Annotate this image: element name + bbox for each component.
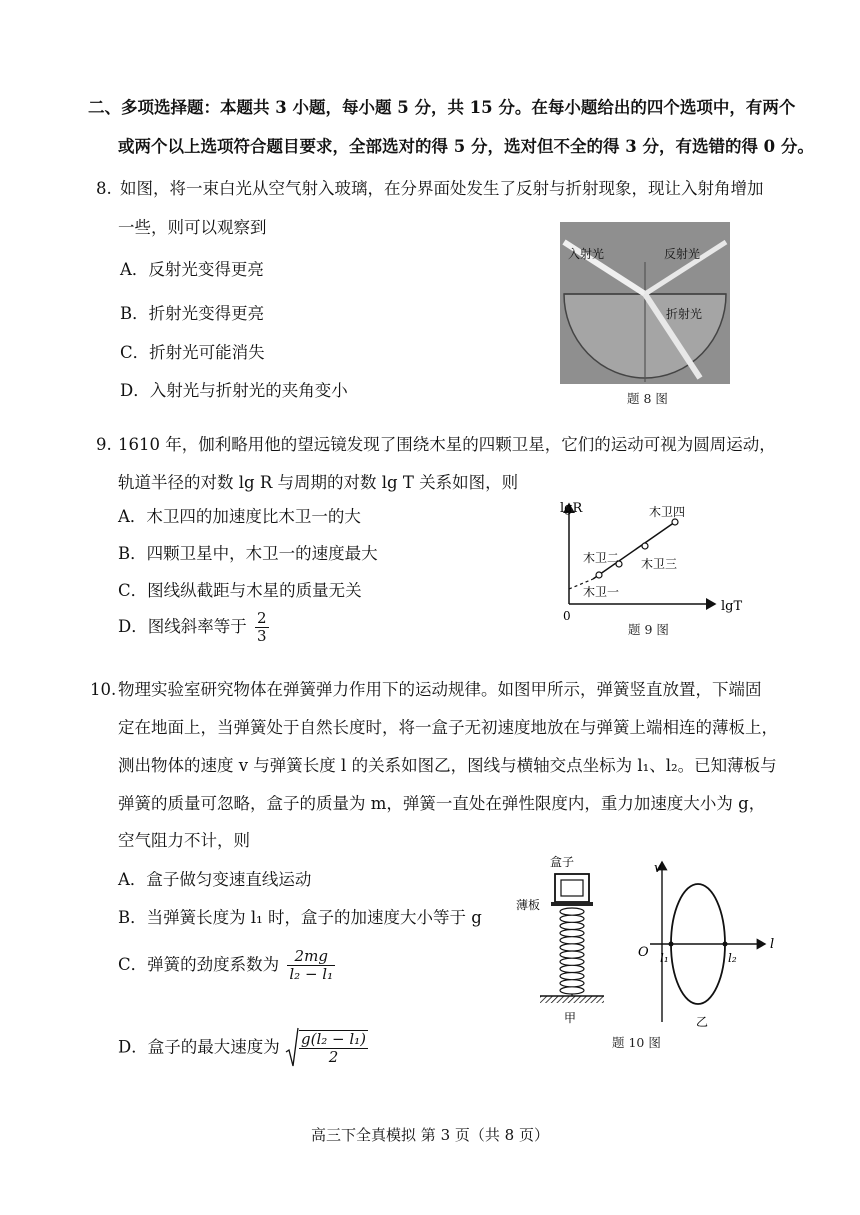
q8-figure: [560, 222, 730, 384]
q10-stem-line2: 定在地面上，当弹簧处于自然长度时，将一盒子无初速度地放在与弹簧上端相连的薄板上，: [118, 718, 778, 737]
q9-moon2-label: 木卫二: [583, 551, 620, 565]
q10-l-axis-label: l: [770, 937, 775, 952]
q10-number: 10.: [90, 680, 117, 699]
q10-stem-line4: 弹簧的质量可忽略，盒子的质量为 m，弹簧一直处在弹性限度内，重力加速度大小为 g，: [118, 794, 766, 813]
q10-yi-label: 乙: [696, 1015, 709, 1029]
page-footer: 高三下全真模拟 第 3 页（共 8 页）: [311, 1126, 549, 1144]
q10-origin-label: O: [638, 945, 649, 960]
q9-figure-caption: 题 9 图: [628, 622, 669, 637]
q10-option-c-text: C．弹簧的劲度系数为: [118, 955, 280, 974]
q9-number: 9.: [96, 435, 112, 454]
q8-stem-line1: 如图，将一束白光从空气射入玻璃，在分界面处发生了反射与折射现象，现让入射角增加: [120, 179, 764, 198]
q9-option-d-numerator: 2: [256, 609, 267, 627]
q8-figure-caption: 题 8 图: [627, 391, 668, 406]
q9-stem-line1: 1610 年，伽利略用他的望远镜发现了围绕木星的四颗卫星，它们的运动可视为圆周运动，: [118, 435, 776, 454]
q9-option-d-denominator: 3: [256, 627, 267, 645]
q10-option-c-fraction: [287, 948, 335, 983]
q9-option-d: [118, 610, 269, 645]
q10-figure-caption: 题 10 图: [612, 1035, 661, 1050]
q10-plate-label: 薄板: [516, 898, 541, 912]
q10-option-b: B．当弹簧长度为 l₁ 时，盒子的加速度大小等于 g: [118, 908, 482, 927]
q8-option-a: A．反射光变得更亮: [120, 260, 264, 279]
q8-refracted-label: 折射光: [666, 307, 703, 321]
q10-l1-label: l₁: [660, 951, 669, 965]
spring-coils: [560, 908, 584, 996]
q10-option-d-text: D．盒子的最大速度为: [118, 1037, 280, 1057]
q10-stem-line3: 测出物体的速度 v 与弹簧长度 l 的关系如图乙，图线与横轴交点坐标为 l₁、l₂。已知薄板与: [118, 756, 777, 775]
q10-stem-line5: 空气阻力不计，则: [118, 831, 250, 850]
q10-l2-label: l₂: [728, 951, 737, 965]
q10-option-c: [118, 948, 335, 983]
q9-option-a: A．木卫四的加速度比木卫一的大: [118, 507, 361, 526]
q10-sqrt-sign: [285, 1026, 299, 1070]
q10-v-axis-label: v: [654, 861, 662, 876]
q10-option-d: [118, 1026, 368, 1070]
q9-x-axis-label: lgT: [721, 599, 743, 614]
q9-moon4-label: 木卫四: [649, 505, 686, 519]
q8-number: 8.: [96, 179, 112, 198]
q9-option-d-fraction: [255, 610, 269, 645]
q10-option-a: A．盒子做匀变速直线运动: [118, 870, 312, 889]
q10-jia-label: 甲: [564, 1011, 577, 1025]
q9-stem-line2: 轨道半径的对数 lg R 与周期的对数 lg T 关系如图，则: [118, 473, 519, 492]
q10-stem-line1: 物理实验室研究物体在弹簧弹力作用下的运动规律。如图甲所示，弹簧竖直放置，下端固: [118, 680, 762, 699]
q8-option-b: B．折射光变得更亮: [120, 304, 265, 323]
q10-option-d-denominator: 2: [328, 1048, 339, 1066]
q8-option-d: D．入射光与折射光的夹角变小: [120, 381, 348, 400]
q8-option-c: C．折射光可能消失: [120, 343, 265, 362]
q9-origin-label: 0: [563, 609, 571, 623]
q9-figure: [555, 498, 755, 630]
q10-option-d-numerator: g(l₂ − l₁): [300, 1030, 367, 1048]
q9-y-axis-label: lgR: [560, 501, 583, 516]
q10-option-c-numerator: 2mg: [287, 948, 335, 966]
q9-option-b: B．四颗卫星中，木卫一的速度最大: [118, 544, 378, 563]
q9-moon1-label: 木卫一: [583, 585, 620, 599]
q8-reflected-label: 反射光: [664, 247, 701, 261]
q8-stem-line2: 一些，则可以观察到: [118, 218, 267, 237]
q9-option-d-text: D．图线斜率等于: [118, 617, 247, 636]
q10-figure: [500, 850, 790, 1032]
section-heading-line1: 二、多项选择题：本题共 3 小题，每小题 5 分，共 15 分。在每小题给出的四个选项中，有两个: [88, 98, 796, 117]
section-heading-line2: 或两个以上选项符合题目要求，全部选对的得 5 分，选对但不全的得 3 分，有选错的得 0 分。: [118, 137, 814, 156]
q8-incident-label: 入射光: [568, 247, 605, 261]
q9-moon3-label: 木卫三: [641, 557, 678, 571]
q9-option-c: C．图线纵截距与木星的质量无关: [118, 581, 362, 600]
q10-option-c-denominator: l₂ − l₁: [289, 965, 334, 983]
q10-option-d-fraction: [299, 1030, 368, 1066]
q10-box-label: 盒子: [550, 855, 575, 869]
